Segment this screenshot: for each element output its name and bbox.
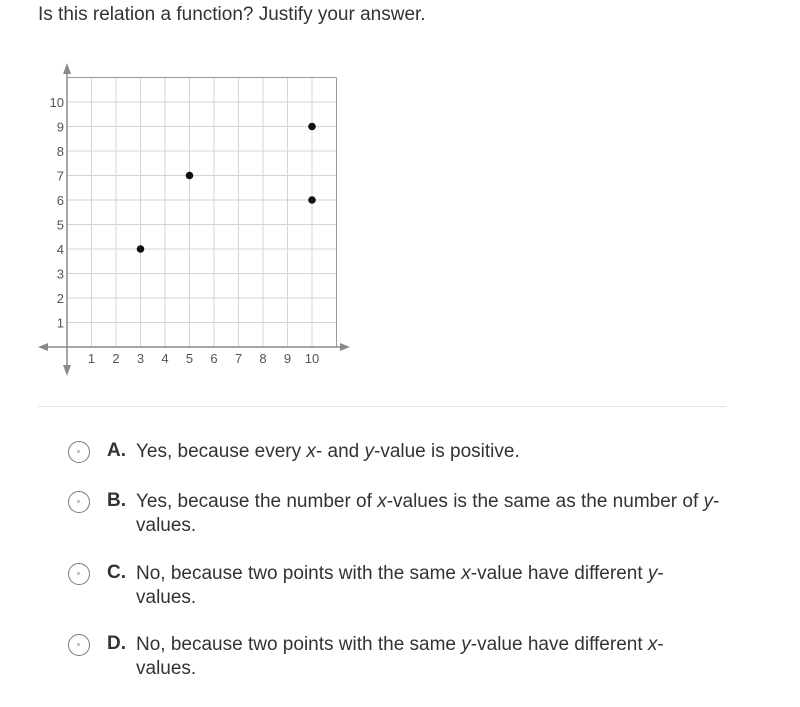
choice-c-letter: C. <box>107 562 126 583</box>
x-axis-arrow-left <box>38 343 48 351</box>
divider <box>38 406 726 407</box>
choice-d-text: No, because two points with the same y-value have different x-values. <box>136 634 664 679</box>
x-tick-label: 6 <box>210 351 218 366</box>
x-tick-label: 1 <box>87 351 96 366</box>
choice-a[interactable] <box>68 440 748 464</box>
y-tick-label: 4 <box>56 242 64 257</box>
x-tick-label: 3 <box>136 351 145 366</box>
axes <box>38 63 350 376</box>
data-point <box>308 123 316 131</box>
grid <box>67 78 337 348</box>
y-tick-label: 9 <box>56 119 64 135</box>
radio-b[interactable] <box>68 491 90 513</box>
x-tick-label: 7 <box>234 351 243 366</box>
y-tick-label: 3 <box>56 266 64 282</box>
choice-a-text: Yes, because every x- and y-value is positive. <box>136 441 520 462</box>
choice-c-text: No, because two points with the same x-value have different y-values. <box>136 563 664 608</box>
choice-b-letter: B. <box>107 490 126 511</box>
y-tick-label: 6 <box>56 193 64 208</box>
choice-d-letter: D. <box>107 633 126 654</box>
choice-a-letter: A. <box>107 440 126 461</box>
y-tick-label: 8 <box>56 144 64 159</box>
radio-c[interactable] <box>68 563 90 585</box>
y-tick-label: 10 <box>49 95 64 110</box>
x-tick-label: 9 <box>283 351 292 366</box>
x-tick-label: 2 <box>112 351 120 366</box>
question-text: Is this relation a function? Justify your answer. <box>38 4 426 25</box>
y-tick-label: 7 <box>56 168 64 184</box>
y-tick-label: 1 <box>56 315 64 331</box>
data-point <box>308 196 316 204</box>
x-tick-label: 10 <box>304 351 320 366</box>
x-axis-arrow-right <box>340 343 350 351</box>
data-point <box>137 245 145 253</box>
choice-d[interactable] <box>68 633 748 681</box>
x-tick-label: 8 <box>259 351 267 366</box>
x-tick-label: 4 <box>161 351 169 366</box>
y-axis-arrow-down <box>63 365 71 376</box>
y-axis-arrow-up <box>63 63 71 74</box>
choice-b-text: Yes, because the number of x-values is the same as the number of y-values. <box>136 491 720 536</box>
radio-d[interactable] <box>68 634 90 656</box>
data-points <box>137 123 316 253</box>
radio-a[interactable] <box>68 441 90 463</box>
y-tick-label: 2 <box>56 291 64 306</box>
data-point <box>186 172 194 180</box>
choice-c[interactable] <box>68 562 748 610</box>
y-tick-label: 5 <box>56 217 64 233</box>
tick-labels <box>50 95 320 366</box>
choice-b[interactable] <box>68 490 748 538</box>
x-tick-label: 5 <box>185 351 194 366</box>
